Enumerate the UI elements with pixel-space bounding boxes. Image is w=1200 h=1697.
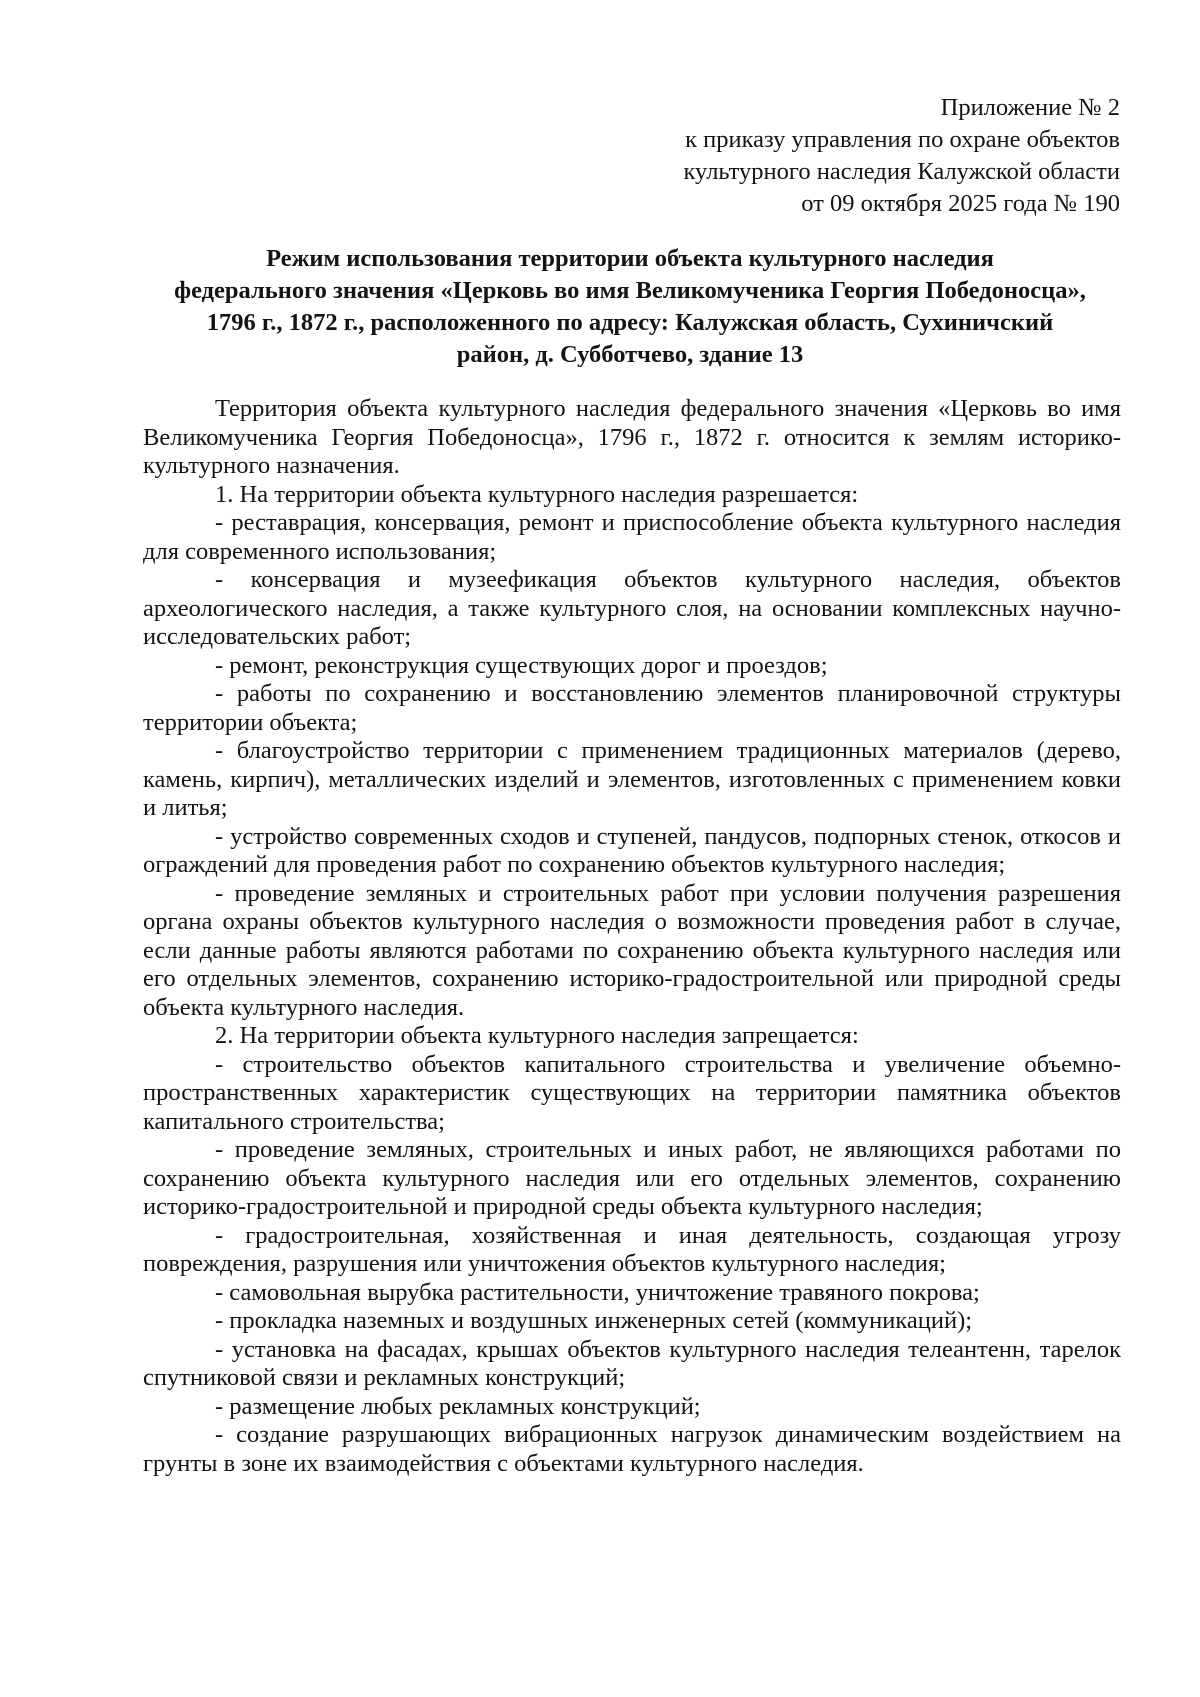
title-line: район, д. Субботчево, здание 13 bbox=[456, 341, 804, 368]
list-item-prohibited: - прокладка наземных и воздушных инженерных сетей (коммуникаций); bbox=[215, 1307, 973, 1334]
list-item-allowed: - работы по сохранению и восстановлению элементов планировочной структуры территории объекта; bbox=[143, 680, 1121, 736]
intro-paragraph: Территория объекта культурного наследия федерального значения «Церковь во имя Великомученика Георгия Победоносца», 1796 г., 1872 г. относится к землям историко-культурного назначения. bbox=[143, 395, 1121, 479]
annex-header bbox=[560, 92, 1120, 220]
annex-authority: культурного наследия Калужской области bbox=[683, 158, 1120, 185]
list-item-allowed: - консервация и музеефикация объектов культурного наследия, объектов археологического наследия, а также культурного слоя, на основании комплексных научно-исследовательских работ; bbox=[143, 566, 1121, 650]
annex-order-ref: к приказу управления по охране объектов bbox=[685, 126, 1120, 153]
list-item-prohibited: - установка на фасадах, крышах объектов культурного наследия телеантенн, тарелок спутниковой связи и рекламных конструкций; bbox=[143, 1335, 1121, 1391]
list-item-prohibited: - размещение любых рекламных конструкций; bbox=[215, 1392, 701, 1420]
list-item-allowed: - устройство современных сходов и ступеней, пандусов, подпорных стенок, откосов и ограждений для проведения работ по сохранению объектов культурного наследия; bbox=[143, 822, 1121, 878]
list-item-prohibited: - создание разрушающих вибрационных нагрузок динамическим воздействием на грунты в зоне их взаимодействия с объектами культурного наследия. bbox=[143, 1421, 1121, 1477]
list-item-allowed: - реставрация, консервация, ремонт и приспособление объекта культурного наследия для современного использования; bbox=[143, 509, 1121, 565]
annex-date: от 09 октября 2025 года № 190 bbox=[801, 190, 1120, 217]
annex-number: Приложение № 2 bbox=[940, 94, 1120, 121]
list-item-prohibited: - проведение земляных, строительных и иных работ, не являющихся работами по сохранению объекта культурного наследия или его отдельных элементов, сохранению историко-градостроительной и природной среды объекта культурного наследия; bbox=[143, 1136, 1121, 1220]
section-heading-prohibited: 2. На территории объекта культурного наследия запрещается: bbox=[215, 1022, 859, 1049]
list-item-prohibited: - самовольная вырубка растительности, уничтожение травяного покрова; bbox=[215, 1278, 980, 1306]
list-item-prohibited: - строительство объектов капитального строительства и увеличение объемно-пространственных характеристик существующих на территории памятника объектов капитального строительства; bbox=[143, 1050, 1121, 1135]
list-item-allowed: - благоустройство территории с применением традиционных материалов (дерево, камень, кирпич), металлических изделий и элементов, изготовленных с применением ковки и литья; bbox=[143, 737, 1121, 821]
section-heading-allowed: 1. На территории объекта культурного наследия разрешается: bbox=[215, 480, 859, 508]
title-line: Режим использования территории объекта культурного наследия bbox=[266, 245, 994, 272]
title-line: федерального значения «Церковь во имя Великомученика Георгия Победоносца», bbox=[174, 277, 1086, 304]
document-title bbox=[140, 243, 1120, 371]
list-item-allowed: - ремонт, реконструкция существующих дорог и проездов; bbox=[215, 651, 828, 679]
list-item-allowed: - проведение земляных и строительных работ при условии получения разрешения органа охраны объектов культурного наследия о возможности проведения работ в случае, если данные работы являются работами по сохранению объекта культурного наследия или его отдельных элементов, сохранению историко-градостроительной или природной среды объекта культурного наследия. bbox=[143, 879, 1121, 1021]
title-line: 1796 г., 1872 г., расположенного по адресу: Калужская область, Сухиничский bbox=[206, 309, 1054, 336]
list-item-prohibited: - градостроительная, хозяйственная и иная деятельность, создающая угрозу повреждения, разрушения или уничтожения объектов культурного наследия; bbox=[143, 1221, 1121, 1277]
document-body bbox=[143, 395, 1121, 1478]
